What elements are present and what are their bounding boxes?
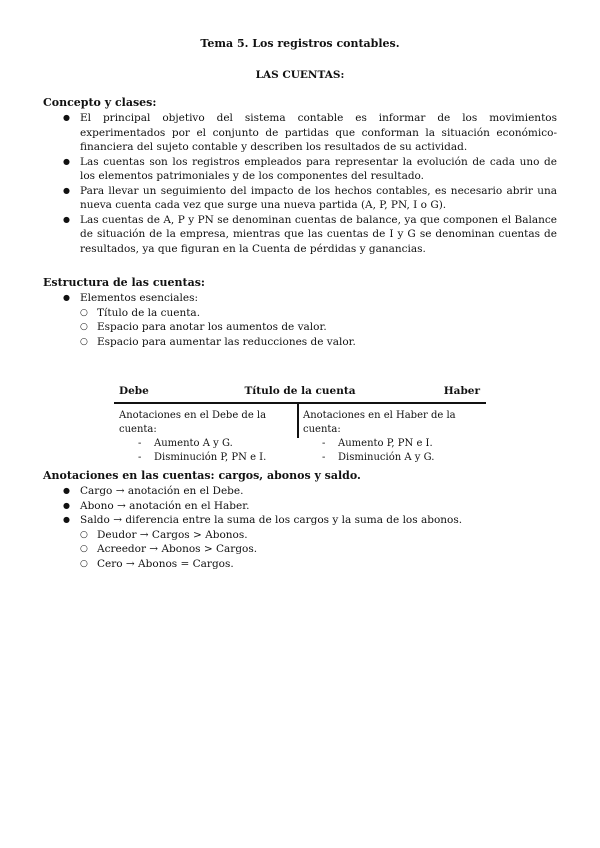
debe-column-title: Anotaciones en el Debe de la cuenta: [119, 410, 267, 435]
saldo-sublist [80, 528, 557, 572]
sub-list-item: ○ Deudor → Cargos > Abonos. [80, 528, 557, 543]
haber-item: - Aumento P, PN e I. [303, 437, 483, 451]
anotaciones-list [63, 484, 557, 571]
t-account-haber-column [303, 409, 483, 465]
t-account-title: Título de la cuenta [244, 385, 356, 397]
heading-anotaciones: Anotaciones en las cuentas: cargos, abonos y saldo. [43, 469, 361, 482]
list-item: ● Las cuentas son los registros empleados para representar la evolución de cada uno de los elementos patrimoniales y de los componentes del resultado. [63, 155, 557, 184]
sub-list-item: ○ Acreedor → Abonos > Cargos. [80, 542, 557, 557]
sub-list-item: ○ Título de la cuenta. [80, 306, 557, 321]
estructura-sublist [80, 306, 557, 350]
sub-list-item: ○ Espacio para anotar los aumentos de valor. [80, 320, 557, 335]
t-account-debe-column [119, 409, 299, 465]
list-item-label: Elementos esenciales: [80, 292, 199, 304]
document-title: Tema 5. Los registros contables. [200, 37, 400, 50]
haber-column-title: Anotaciones en el Haber de la cuenta: [303, 410, 456, 435]
list-item: ● Para llevar un seguimiento del impacto de los hechos contables, es necesario abrir una nueva cuenta cada vez que surge una nueva partida (A, P, PN, I o G). [63, 184, 557, 213]
list-item: ● Cargo → anotación en el Debe. [63, 484, 557, 499]
haber-item: - Disminución A y G. [303, 451, 483, 465]
debe-item: - Aumento A y G. [119, 437, 299, 451]
list-item: ● Abono → anotación en el Haber. [63, 499, 557, 514]
list-item: ● El principal objetivo del sistema contable es informar de los movimientos experimentados por el conjunto de partidas que conforman la situación económico-financiera del sujeto contable y describen los resultados de su actividad. [63, 111, 557, 155]
t-account-diagram [114, 384, 486, 463]
heading-estructura: Estructura de las cuentas: [43, 276, 205, 289]
list-item [63, 513, 557, 571]
t-account-horizontal-line [114, 402, 486, 404]
list-item: ● Las cuentas de A, P y PN se denominan cuentas de balance, ya que componen el Balance de situación de la empresa, mientras que las cuentas de I y G se denominan cuentas de resultados, ya que figuran en la Cuenta de pérdidas y ganancias. [63, 213, 557, 257]
t-account-debe-label: Debe [119, 385, 149, 397]
t-account-haber-label: Haber [443, 385, 480, 397]
heading-concepto: Concepto y clases: [43, 96, 157, 109]
concepto-list [63, 111, 557, 256]
document-subtitle: LAS CUENTAS: [255, 69, 345, 81]
sub-list-item: ○ Espacio para aumentar las reducciones de valor. [80, 335, 557, 350]
estructura-list [63, 291, 557, 349]
list-item [63, 291, 557, 349]
sub-list-item: ○ Cero → Abonos = Cargos. [80, 557, 557, 572]
t-account-header [114, 384, 486, 400]
debe-item: - Disminución P, PN e I. [119, 451, 299, 465]
list-item-label: Saldo → diferencia entre la suma de los cargos y la suma de los abonos. [80, 514, 463, 526]
